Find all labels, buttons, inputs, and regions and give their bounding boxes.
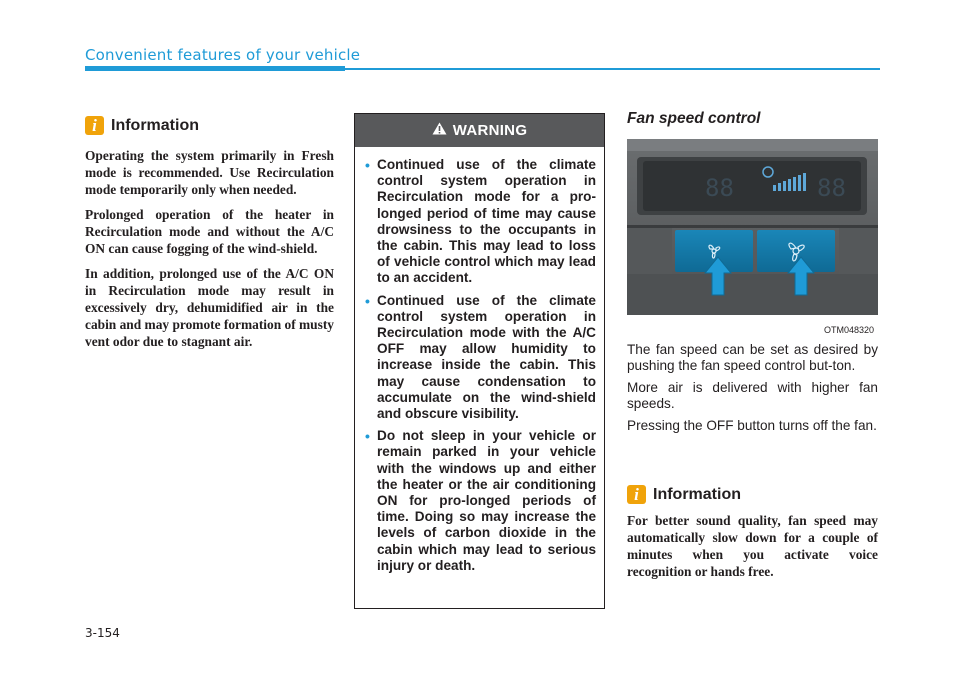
bullet-icon: • (365, 428, 370, 445)
fan-paragraph: More air is delivered with higher fan speeds. (627, 380, 878, 411)
right-info-heading-label: Information (653, 485, 741, 503)
right-info-body (627, 512, 878, 588)
warning-item (365, 428, 596, 574)
fan-paragraph: The fan speed can be set as desired by pushing the fan speed control but-ton. (627, 342, 878, 373)
left-info-paragraph: Operating the system primarily in Fresh mode is recommended. Use Recirculation mode temporarily only when needed. (85, 148, 334, 197)
info-icon: i (627, 485, 646, 504)
fan-description (627, 342, 878, 440)
bullet-icon: • (365, 292, 370, 309)
fan-paragraph: Pressing the OFF button turns off the fan. (627, 418, 877, 433)
page-number: 3-154 (85, 626, 120, 640)
header-rule (345, 68, 880, 70)
fan-control-illustration (627, 139, 878, 338)
left-info-heading (85, 116, 199, 135)
warning-triangle-icon (432, 122, 447, 139)
warning-header (355, 114, 604, 147)
left-info-paragraph: Prolonged operation of the heater in Recirculation mode and without the A/C ON can cause fogging of the wind-shield. (85, 207, 334, 256)
warning-item (365, 157, 596, 287)
info-icon: i (85, 116, 104, 135)
svg-text:88: 88 (817, 174, 846, 202)
bullet-icon: • (365, 157, 370, 173)
warning-item-text: Do not sleep in your vehicle or remain parked in your vehicle with the windows up and either the heater or the air conditioning ON for pro-longed periods of time. Doing so may increase the levels of carbon dioxide in the cabin which may lead to serious injury or death. (377, 428, 596, 573)
right-info-paragraph: For better sound quality, fan speed may automatically slow down for a couple of minutes when you activate voice recognition or hands free. (627, 513, 878, 579)
photo-code: OTM048320 (823, 325, 874, 335)
svg-text:88: 88 (705, 174, 734, 202)
warning-list (355, 147, 604, 574)
right-info-heading (627, 485, 741, 504)
header-accent-bar (85, 66, 345, 71)
warning-item-text: Continued use of the climate control system operation in Recirculation mode with the A/C OFF may allow humidity to increase inside the cabin. This may cause condensation to accumulate on the wind-shield and obscure visibility. (377, 292, 596, 422)
header-title: Convenient features of your vehicle (85, 46, 361, 64)
left-info-heading-label: Information (111, 116, 199, 134)
left-info-paragraph: In addition, prolonged use of the A/C ON in Recirculation mode may result in excessively dry, dehumidified air in the cabin and may promote formation of musty vent odor due to stagnant air. (85, 266, 334, 349)
warning-title: WARNING (452, 122, 528, 139)
left-info-body (85, 147, 334, 358)
warning-item (365, 292, 596, 423)
fan-control-photo (627, 139, 878, 338)
warning-item-text: Continued use of the climate control system operation in Recirculation mode for a pro-longed period of time may cause drowsiness to the occupants in the cabin. This may lead to loss of vehicle control which may lead to an accident. (377, 157, 596, 286)
fan-section-title: Fan speed control (627, 110, 761, 127)
warning-box (354, 113, 605, 609)
